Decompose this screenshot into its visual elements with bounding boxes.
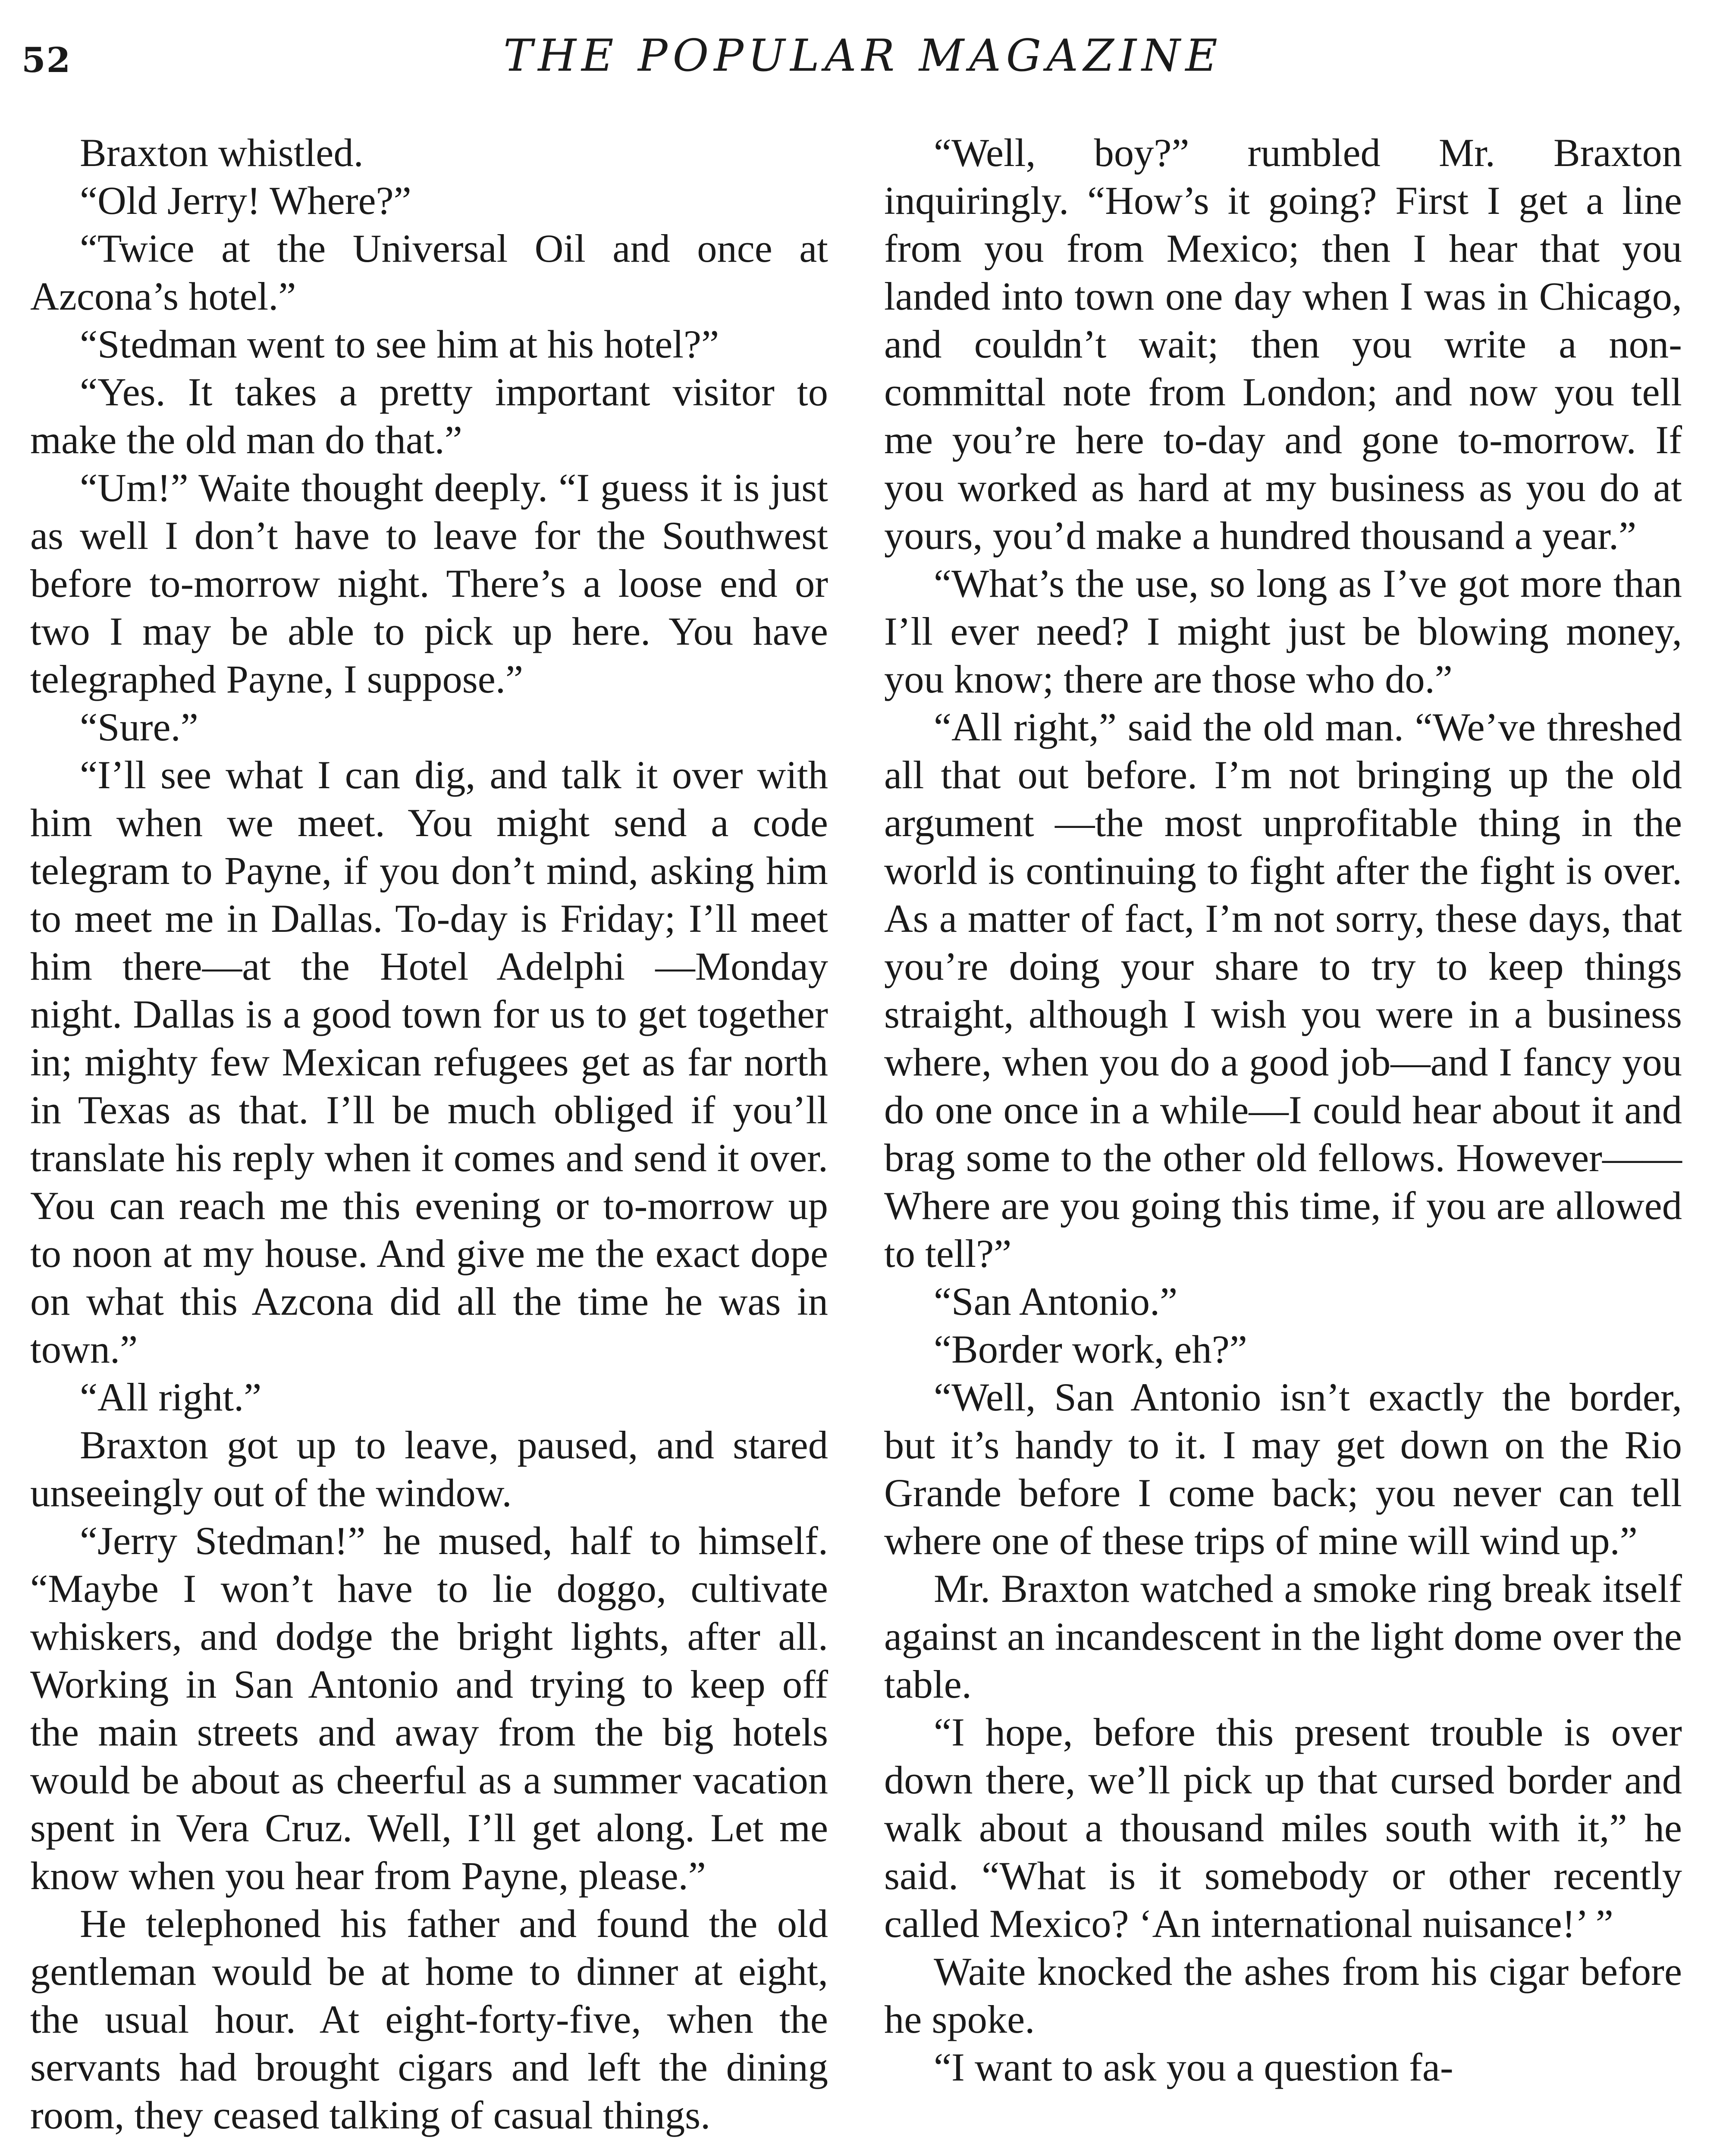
paragraph: “What’s the use, so long as I’ve got more than I’ll ever need? I might just be blowing money, you know; there are those who do.” — [884, 562, 1682, 702]
paragraph: “Twice at the Universal Oil and once at Azcona’s hotel.” — [30, 227, 828, 319]
right-column — [884, 129, 1682, 2092]
paragraph: He telephoned his father and found the old gentleman would be at home to dinner at eight, the usual hour. At eight-forty-five, when the servants had brought cigars and left the dining room, they ceased talking of casual things. — [30, 1902, 828, 2137]
paragraph: “Yes. It takes a pretty important visitor to make the old man do that.” — [30, 370, 828, 462]
paragraph: Braxton got up to leave, paused, and stared unseeingly out of the window. — [30, 1423, 828, 1515]
paragraph: “I’ll see what I can dig, and talk it over with him when we meet. You might send a code telegram to Payne, if you don’t mind, asking him to meet me in Dallas. To-day is Friday; I’ll meet him there—at the Hotel Adelphi —Monday night. Dallas is a good town for us to get together in; mighty few Mexican refugees get as far north in Texas as that. I’ll be much obliged if you’ll translate his reply when it comes and send it over. You can reach me this evening or to-morrow up to noon at my house. And give me the exact dope on what this Azcona did all the time he was in town.” — [30, 753, 828, 1372]
paragraph: “All right,” said the old man. “We’ve threshed all that out before. I’m not bringing up the old argument —the most unprofitable thing in the world is continuing to fight after the fight is over. As a matter of fact, I’m not sorry, these days, that you’re doing your share to try to keep things straight, although I wish you were in a business where, when you do a good job—and I fancy you do one once in a while—I could hear about it and brag some to the other old fellows. However—— Where are you going this time, if you are allowed to tell?” — [884, 705, 1682, 1276]
paragraph: “All right.” — [80, 1376, 262, 1420]
paragraph: “I want to ask you a question fa- — [934, 2046, 1453, 2090]
paragraph: “Border work, eh?” — [934, 1328, 1247, 1372]
paragraph: “Old Jerry! Where?” — [80, 179, 411, 223]
paragraph: “Well, boy?” rumbled Mr. Braxton inquiringly. “How’s it going? First I get a line from you from Mexico; then I hear that you landed into town one day when I was in Chicago, and couldn’t wait; then you write a non-committal note from London; and now you tell me you’re here to-day and gone to-morrow. If you worked as hard at my business as you do at yours, you’d make a hundred thousand a year.” — [884, 131, 1682, 558]
running-title: THE POPULAR MAGAZINE — [503, 30, 1223, 81]
paragraph: “I hope, before this present trouble is over down there, we’ll pick up that cursed border and walk about a thousand miles south with it,” he said. “What is it somebody or other recently called Mexico? ‘An international nuisance!’ ” — [884, 1711, 1682, 1946]
paragraph: “Well, San Antonio isn’t exactly the border, but it’s handy to it. I may get down on the Rio Grande before I come back; you never can tell where one of these trips of mine will wind up.” — [884, 1376, 1682, 1563]
paragraph: Braxton whistled. — [80, 131, 364, 175]
page-number: 52 — [22, 40, 72, 80]
paragraph: “San Antonio.” — [934, 1280, 1178, 1324]
paragraph: “Um!” Waite thought deeply. “I guess it is just as well I don’t have to leave for the Southwest before to-morrow night. There’s a loose end or two I may be able to pick up here. You have telegraphed Payne, I suppose.” — [30, 466, 828, 702]
paragraph: “Jerry Stedman!” he mused, half to himself. “Maybe I won’t have to lie doggo, cultivate whiskers, and dodge the bright lights, after all. Working in San Antonio and trying to keep off the main streets and away from the big hotels would be about as cheerful as a summer vacation spent in Vera Cruz. Well, I’ll get along. Let me know when you hear from Payne, please.” — [30, 1519, 828, 1898]
paragraph: “Sure.” — [80, 705, 198, 749]
paragraph: Mr. Braxton watched a smoke ring break itself against an incandescent in the light dome over the table. — [884, 1567, 1682, 1707]
paragraph: Waite knocked the ashes from his cigar before he spoke. — [884, 1950, 1682, 2042]
left-column — [30, 129, 828, 2140]
paragraph: “Stedman went to see him at his hotel?” — [80, 323, 719, 367]
